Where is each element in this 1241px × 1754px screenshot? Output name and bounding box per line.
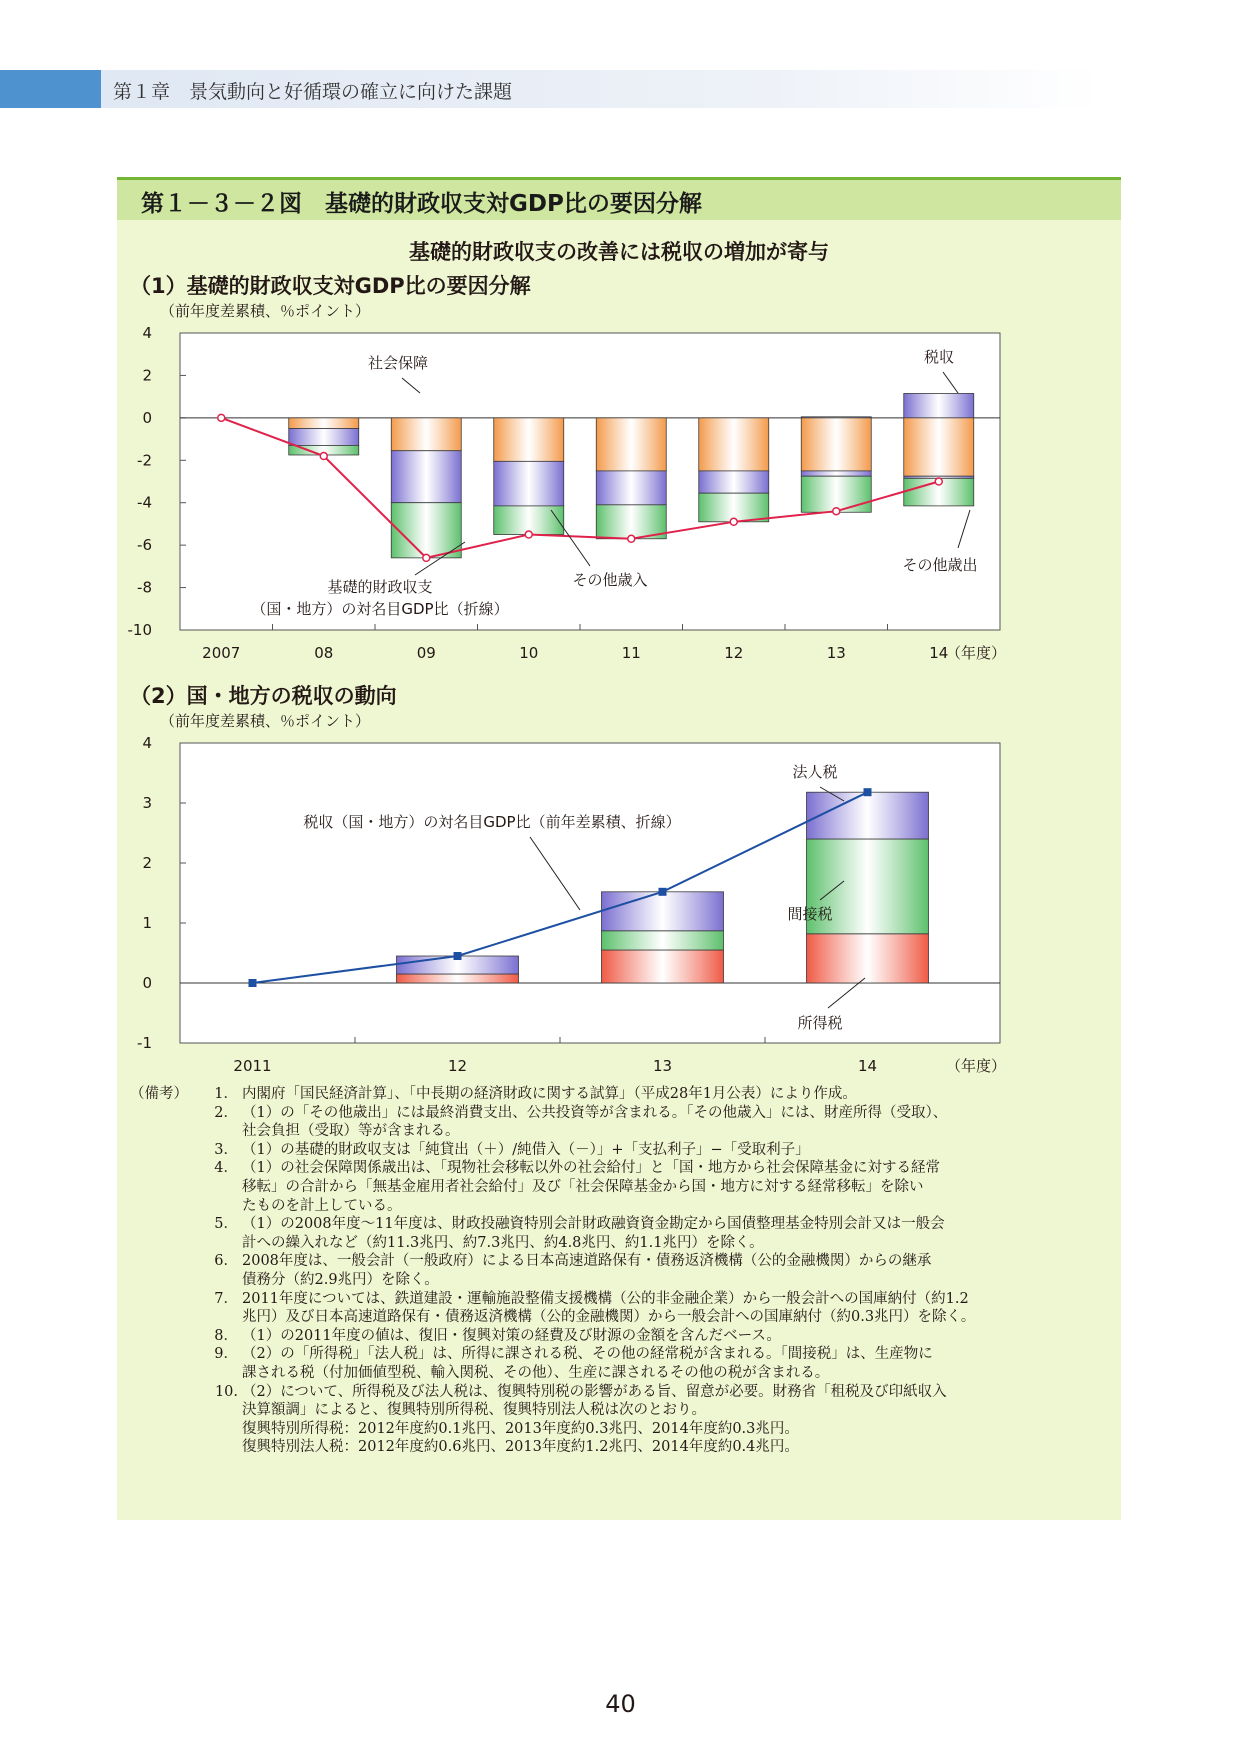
chart2-annot-indirect-tax: 間接税 (787, 905, 833, 923)
chart2-y-tick-label: 0 (142, 974, 152, 992)
chart1-line-point (320, 453, 327, 460)
note-item (130, 1345, 1110, 1382)
note-number: 6． (214, 1253, 238, 1270)
chart2-line-point (249, 979, 257, 987)
chapter-title: 第１章 景気動向と好循環の確立に向けた課題 (113, 81, 513, 103)
note-item (130, 1383, 1110, 1457)
note-item (130, 1290, 1110, 1327)
chart2-x-tick-label: 13 (652, 1057, 673, 1075)
chart2-annot-income-tax: 所得税 (797, 1014, 843, 1032)
note-number: 10. (214, 1383, 238, 1400)
chart1-line-point (935, 478, 942, 485)
chart1-bar-社会保障 (699, 418, 769, 471)
page-number: 40 (605, 1690, 636, 1718)
note-item (130, 1104, 1110, 1141)
chart1-annot-line-2: （国・地方）の対名目GDP比（折線） (251, 600, 509, 618)
chart2-y-tick-label: 1 (142, 914, 152, 932)
chart2-heading: （2）国・地方の税収の動向 (130, 684, 397, 708)
chart2-x-tick-label: 12 (447, 1057, 468, 1075)
chart2-y-axis-label: （前年度差累積、％ポイント） (160, 712, 371, 730)
chart1-x-tick-label: 11 (621, 644, 641, 662)
chart1-bar-その他歳出 (494, 506, 564, 535)
chart1-x-tick-label: 14 (929, 644, 949, 662)
chart2-x-tick-label: 2011 (233, 1057, 272, 1075)
note-text: （1）の「その他歳出」には最終消費支出、公共投資等が含まれる。「その他歳入」には、財産所得（受取）、 社会負担（受取）等が含まれる。 (242, 1104, 948, 1140)
chart1-line-point (218, 414, 225, 421)
note-number: 5． (214, 1216, 238, 1233)
chart2-y-tick-label: -1 (137, 1034, 152, 1052)
chart2-bar-所得税 (602, 950, 724, 983)
chart1-x-tick-label: 08 (314, 644, 334, 662)
chart1-bar-その他歳入 (391, 451, 461, 503)
chart2-x-unit: （年度） (945, 1057, 1006, 1075)
note-text: （2）の「所得税」「法人税」は、所得に課される税、その他の経常税が含まれる。「間接税」は、生産物に 課される税（付加価値型税、輸入関税、その他）、生産に課されるその他の税が含まれる。 (242, 1346, 933, 1381)
chart1-bar-社会保障 (596, 418, 666, 471)
chart1-line-point (833, 508, 840, 515)
note-text: 内閣府「国民経済計算」、「中長期の経済財政に関する試算」（平成28年1月公表）により作成。 (242, 1086, 857, 1102)
chart1-y-tick-label: -2 (137, 451, 152, 470)
chart1-annot-other-revenue: その他歳入 (572, 571, 648, 589)
chart1-bar-社会保障 (289, 418, 359, 429)
note-item (130, 1159, 1110, 1215)
notes-label: （備考） (130, 1086, 188, 1102)
chart2-line-point (659, 888, 667, 896)
chart1-y-tick-label: -4 (137, 493, 152, 512)
note-text: 2011年度については、鉄道建設・運輸施設整備支援機構（公的非金融企業）から一般会計への国庫納付（約1.2 兆円）及び日本高速道路保有・債務返済機構（公的金融機関）から一般会計への国庫納付（約0.3兆円）を除く。 (242, 1290, 976, 1326)
chart1-annot-tax-revenue: 税収 (923, 348, 955, 366)
chart1-x-tick-label: 13 (826, 644, 846, 662)
chart2-y-tick-label: 3 (142, 794, 152, 812)
chart2-line-point (864, 788, 872, 796)
chart1-y-tick-label: 0 (142, 408, 152, 427)
chart2-x-tick-label: 14 (857, 1057, 878, 1075)
chart1-bar-社会保障 (904, 418, 974, 476)
chart1-bar-社会保障 (801, 418, 871, 471)
chart2-tax-revenue (120, 710, 1120, 1082)
chart1-bar-その他歳入 (596, 471, 666, 505)
chart1-line-point (423, 554, 430, 561)
note-text: 2008年度は、一般会計（一般政府）による日本高速道路保有・債務返済機構（公的金融機関）からの継承 債務分（約2.9兆円）を除く。 (242, 1253, 932, 1288)
note-number: 8． (214, 1327, 238, 1344)
note-number: 4． (214, 1160, 238, 1177)
note-number: 1． (214, 1086, 238, 1102)
figure-title-bar (117, 177, 1121, 220)
chart1-bar-その他歳入 (494, 461, 564, 506)
chart2-y-tick-label: 2 (142, 854, 152, 872)
note-text: （1）の社会保障関係歳出は、「現物社会移転以外の社会給付」と「国・地方から社会保障基金に対する経常 移転」の合計から「無基金雇用者社会給付」及び「社会保障基金から国・地方に対する経常移転」を除い たものを計上している。 (242, 1160, 940, 1214)
chart1-line-point (730, 518, 737, 525)
chart1-bar-その他歳出 (801, 476, 871, 512)
chart1-bar-その他歳出 (596, 505, 666, 539)
note-number: 3． (214, 1141, 238, 1158)
chart2-bar-所得税 (397, 974, 519, 983)
chart1-bar-社会保障 (494, 418, 564, 461)
note-item (130, 1252, 1110, 1289)
note-item (130, 1327, 1110, 1346)
note-number: 7． (214, 1290, 238, 1307)
notes (130, 1085, 1110, 1457)
chart1-bar-その他歳入 (801, 471, 871, 476)
chart1-x-unit: （年度） (945, 644, 1006, 662)
note-text: （1）の基礎的財政収支は「純貸出（＋）/純借入（－）」+「支払利子」−「受取利子」 (242, 1141, 810, 1158)
chart1-annot-line-1: 基礎的財政収支 (327, 578, 433, 596)
chart1-y-tick-label: -6 (137, 536, 152, 555)
note-text: （2）について、所得税及び法人税は、復興特別税の影響がある旨、留意が必要。財務省「租税及び印紙収入 決算額調」によると、復興特別所得税、復興特別法人税は次のとおり。 復興特別所得税：2012年度約0.1兆円、2013年度約0.3兆円、2014年度約0.3兆円。 復興特別法人税：2012年度約0.6兆円、2013年度約1.2兆円、2014年度約0.4兆円。 (242, 1383, 947, 1456)
note-item (130, 1215, 1110, 1252)
chart2-bar-法人税 (807, 792, 929, 839)
chart1-y-tick-label: -10 (127, 621, 152, 639)
chart2-annot-line: 税収（国・地方）の対名目GDP比（前年差累積、折線） (303, 813, 681, 831)
chart2-annot-corporate-tax: 法人税 (792, 763, 838, 781)
chart2-line-point (454, 952, 462, 960)
figure-title: 第１－３－２図 基礎的財政収支対GDP比の要因分解 (141, 191, 702, 217)
chart1-annot-other-expenditure: その他歳出 (902, 556, 978, 574)
note-text: （1）の2008年度～11年度は、財政投融資特別会計財政融資資金勘定から国債整理基金特別会計又は一般会 計への繰入れなど（約11.3兆円、約7.3兆円、約4.8兆円、約1.1兆円）を除く。 (242, 1216, 945, 1251)
chart1-bar-社会保障 (391, 418, 461, 451)
note-number: 9． (214, 1346, 238, 1363)
note-number: 2． (214, 1104, 238, 1121)
chapter-header-accent (0, 70, 101, 108)
chart1-heading: （1）基礎的財政収支対GDP比の要因分解 (130, 274, 531, 298)
chapter-header-bar (0, 70, 1100, 108)
chart1-bar-税収 (904, 393, 974, 417)
chart2-y-tick-label: 4 (142, 734, 152, 752)
note-item (130, 1141, 1110, 1160)
chart1-line-point (628, 535, 635, 542)
chart2-bar-間接税 (602, 931, 724, 950)
chart1-y-axis-label: （前年度差累積、％ポイント） (160, 302, 371, 320)
chart1-bar-その他歳出 (699, 493, 769, 522)
chart1-y-tick-label: -8 (137, 578, 152, 597)
chart1-x-tick-label: 09 (416, 644, 436, 662)
note-text: （1）の2011年度の値は、復旧・復興対策の経費及び財源の金額を含んだベース。 (242, 1327, 781, 1344)
chart1-x-tick-label: 12 (724, 644, 744, 662)
chart1-y-tick-label: 4 (142, 324, 152, 342)
chart2-bar-所得税 (807, 934, 929, 983)
chart1-x-tick-label: 2007 (202, 644, 241, 662)
chart1-bar-その他歳入 (289, 428, 359, 445)
chart1-x-tick-label: 10 (519, 644, 539, 662)
chart1-bar-その他歳入 (699, 471, 769, 493)
figure-subtitle: 基礎的財政収支の改善には税収の増加が寄与 (409, 240, 829, 264)
note-item (130, 1085, 1110, 1104)
chart2-bar-法人税 (602, 892, 724, 931)
chart1-bar-その他歳出 (391, 503, 461, 558)
chart1-line-point (525, 531, 532, 538)
chart1-primary-balance (120, 300, 1120, 670)
chart1-annot-social-security: 社会保障 (367, 354, 429, 372)
chart1-y-tick-label: 2 (142, 366, 152, 385)
